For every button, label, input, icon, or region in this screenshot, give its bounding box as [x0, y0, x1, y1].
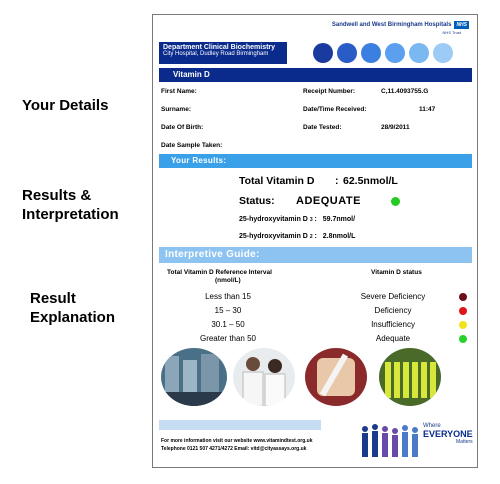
where-text: Where: [423, 423, 441, 429]
footer-bar: [159, 420, 321, 430]
d3-separator: :: [314, 216, 317, 223]
first-name-label: First Name:: [161, 88, 197, 95]
decorative-circle: [313, 43, 333, 63]
guide-status-dot: [459, 321, 467, 329]
receipt-number-label: Receipt Number:: [303, 88, 356, 95]
decorative-circle: [337, 43, 357, 63]
report-document: [152, 14, 478, 468]
decorative-circle: [433, 43, 453, 63]
guide-status: Adequate: [375, 334, 411, 343]
people-silhouettes-logo: [359, 419, 421, 459]
guide-range: 15 – 30: [214, 306, 242, 315]
reagent-tubes-photo: [379, 348, 441, 406]
sample-taken-label: Date Sample Taken:: [161, 142, 223, 149]
guide-range: 30.1 – 50: [211, 320, 245, 329]
guide-status: Severe Deficiency: [360, 292, 426, 301]
reference-interval-header: Total Vitamin D Reference Interval: [167, 269, 272, 276]
status-label: Status:: [239, 195, 275, 207]
d2-separator: :: [314, 233, 317, 240]
total-vitamin-d-separator: :: [335, 175, 339, 187]
guide-status: Deficiency: [374, 306, 412, 315]
department-address: City Hospital, Dudley Road Birmingham: [163, 51, 269, 57]
d2-row: [239, 233, 355, 240]
date-received-value: 11:47: [419, 106, 436, 113]
department-title: Department Clinical Biochemistry: [163, 44, 276, 51]
vitamin-d-banner: Vitamin D: [159, 68, 472, 82]
interpretive-guide-banner: Interpretive Guide:: [159, 247, 472, 263]
d3-row: [239, 216, 355, 223]
department-box: [159, 42, 287, 64]
results-interpretation-label: Results & Interpretation: [22, 187, 119, 223]
d2-value: 2.8nmol/L: [322, 233, 356, 240]
footer-website: For more information visit our website www.vitamindtest.org.uk: [161, 438, 313, 444]
status-value: ADEQUATE: [296, 195, 361, 207]
guide-range: Greater than 50: [199, 334, 257, 343]
surname-label: Surname:: [161, 106, 191, 113]
date-tested-value: 28/9/2011: [381, 124, 410, 131]
scientists-photo: [233, 348, 295, 406]
d2-subscript: 2: [309, 234, 313, 240]
decorative-circle: [361, 43, 381, 63]
decorative-circle: [409, 43, 429, 63]
guide-status: Insufficiency: [371, 320, 415, 329]
guide-range: Less than 15: [205, 292, 251, 301]
d3-label: 25-hydroxyvitamin D: [239, 216, 308, 223]
matters-text: Matters: [456, 439, 473, 445]
hospital-name: Sandwell and West Birmingham Hospitals: [331, 22, 452, 28]
date-tested-label: Date Tested:: [303, 124, 342, 131]
status-indicator-dot: [391, 197, 400, 206]
where-everyone-matters-logo: [423, 423, 473, 445]
decorative-circle: [385, 43, 405, 63]
guide-status-dot: [459, 307, 467, 315]
sample-tubes-photo: [305, 348, 367, 406]
vitamin-d-status-header: Vitamin D status: [371, 269, 422, 276]
d3-subscript: 3: [309, 217, 313, 223]
hospital-header: [332, 21, 469, 29]
dob-label: Date Of Birth:: [161, 124, 204, 131]
footer-contact: Telephone 0121 507 4271/4272 Email: vitd@cityassays.org.uk: [161, 446, 307, 452]
your-details-label: Your Details: [22, 97, 109, 114]
guide-status-dot: [459, 335, 467, 343]
date-received-label: Date/Time Received:: [303, 106, 367, 113]
total-vitamin-d-value: 62.5nmol/L: [343, 175, 398, 187]
your-results-banner: Your Results:: [159, 154, 472, 168]
trust-label: NHS Trust: [442, 30, 461, 35]
result-explanation-label: Result Explanation: [30, 290, 116, 326]
guide-status-dot: [459, 293, 467, 301]
total-vitamin-d-label: Total Vitamin D: [239, 175, 315, 187]
d2-label: 25-hydroxyvitamin D: [239, 233, 308, 240]
receipt-number-value: C,11.4093755.G: [381, 88, 429, 95]
reference-interval-units: (nmol/L): [215, 277, 241, 284]
d3-value: 59.7nmol/: [322, 216, 356, 223]
nhs-logo: NHS: [456, 22, 467, 28]
everyone-text: EVERYONE: [423, 429, 473, 439]
lab-equipment-photo: [161, 348, 227, 406]
